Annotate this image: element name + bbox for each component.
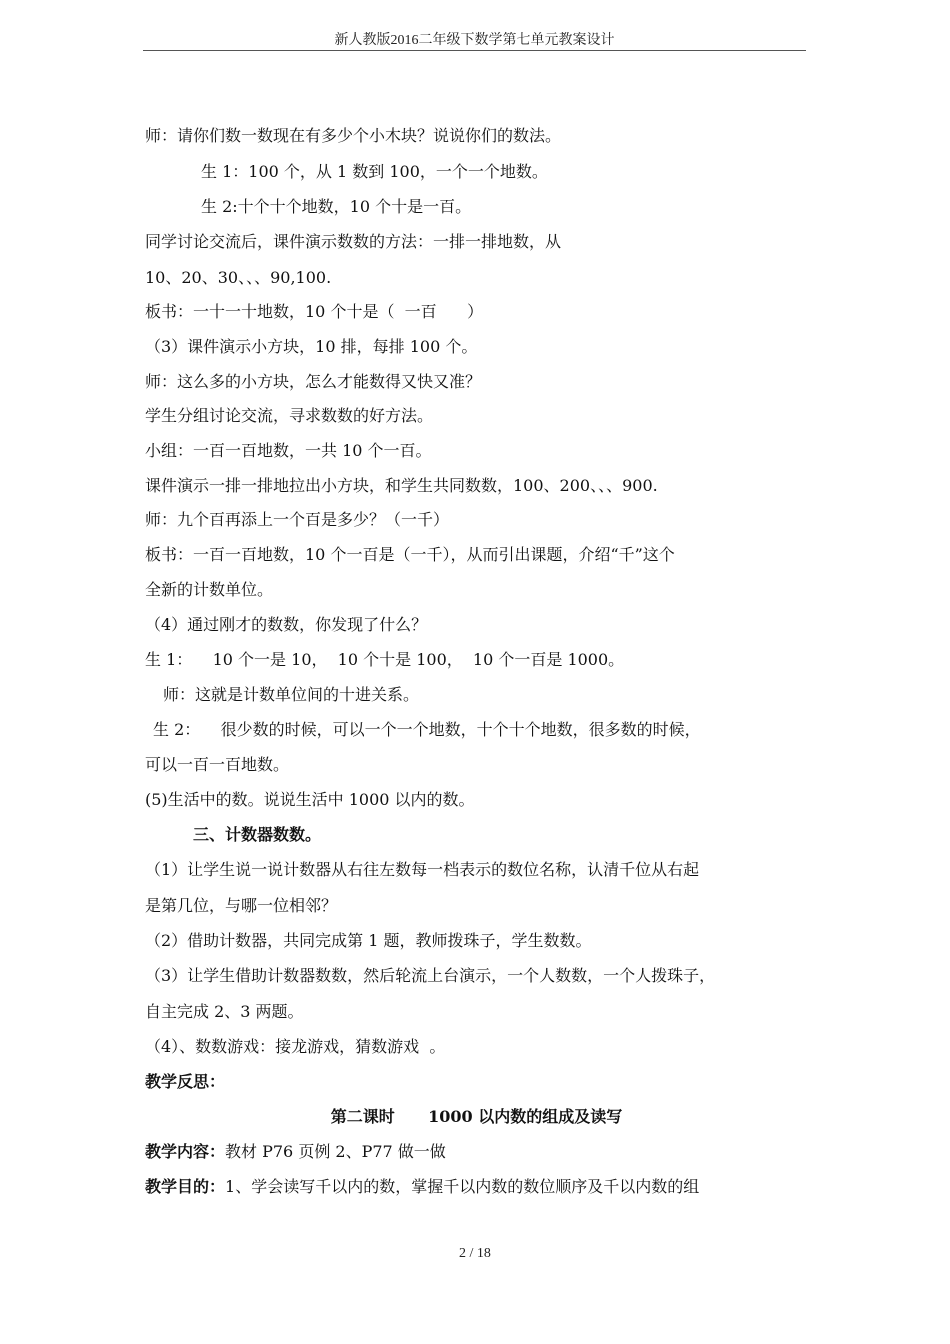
text-line: 生 1： 10 个一是 10， 10 个十是 100， 10 个一百是 1000。 [145,650,625,669]
text-line: 全新的计数单位。 [145,580,274,599]
text-line: 小组：一百一百地数，一共 10 个一百。 [145,441,432,460]
header-divider [143,50,806,51]
text-line: （3）让学生借助计数器数数，然后轮流上台演示，一个人数数，一个人拨珠子， [145,966,716,985]
content-label: 教学内容： [145,1142,226,1161]
page-number: 2 / 18 [459,1246,491,1261]
text-line: （4）通过刚才的数数，你发现了什么？ [145,615,428,634]
text-line: （2）借助计数器，共同完成第 1 题，教师拨珠子，学生数数。 [145,931,592,950]
goal-line [145,1177,699,1197]
text-line: 师：九个百再添上一个百是多少？（一千） [145,510,450,529]
text-line: 是第几位，与哪一位相邻？ [145,896,338,915]
lesson-title: 第二课时 1000 以内数的组成及读写 [330,1107,623,1126]
goal-label: 教学目的： [145,1177,226,1196]
text-line: 同学讨论交流后，课件演示数数的方法：一排一排地数，从 [145,232,562,251]
text-line: 生 2： 很少数的时候，可以一个一个地数，十个十个地数，很多数的时候， [153,720,701,739]
text-line: 生 1：100 个，从 1 数到 100，一个一个地数。 [201,162,548,181]
text-line: 生 2:十个十个地数，10 个十是一百。 [201,197,472,216]
text-line: 自主完成 2、3 两题。 [145,1002,304,1021]
page-header: 新人教版2016二年级下数学第七单元教案设计 [334,33,615,48]
content-line [145,1142,446,1162]
text-line: 板书：一十一十地数，10 个十是（ 一百 ） [145,302,484,321]
text-line: 师：这么多的小方块，怎么才能数得又快又准？ [145,372,482,391]
text-line: 师：这就是计数单位间的十进关系。 [163,685,420,704]
text-line: 板书：一百一百地数，10 个一百是（一千），从而引出课题，介绍“千”这个 [145,545,675,564]
text-line: 10、20、30、、、90,100. [145,268,332,287]
text-line: 学生分组讨论交流，寻求数数的好方法。 [145,406,434,425]
text-line: （1）让学生说一说计数器从右往左数每一档表示的数位名称，认清千位从右起 [145,860,700,879]
text-line: 师：请你们数一数现在有多少个小木块？说说你们的数法。 [145,126,562,145]
text-line: 可以一百一百地数。 [145,755,290,774]
text-line: （4）、数数游戏：接龙游戏，猜数游戏 。 [145,1037,446,1056]
content-text: 教材 P76 页例 2、P77 做一做 [225,1142,446,1161]
text-line: 课件演示一排一排地拉出小方块，和学生共同数数，100、200、、、900. [145,476,658,495]
text-line: (5)生活中的数。说说生活中 1000 以内的数。 [145,790,475,809]
section-heading: 三、计数器数数。 [193,825,322,844]
text-line: （3）课件演示小方块，10 排，每排 100 个。 [145,337,478,356]
reflection-heading: 教学反思： [145,1072,226,1091]
goal-text: 1、学会读写千以内的数，掌握千以内数的数位顺序及千以内数的组 [225,1177,700,1196]
